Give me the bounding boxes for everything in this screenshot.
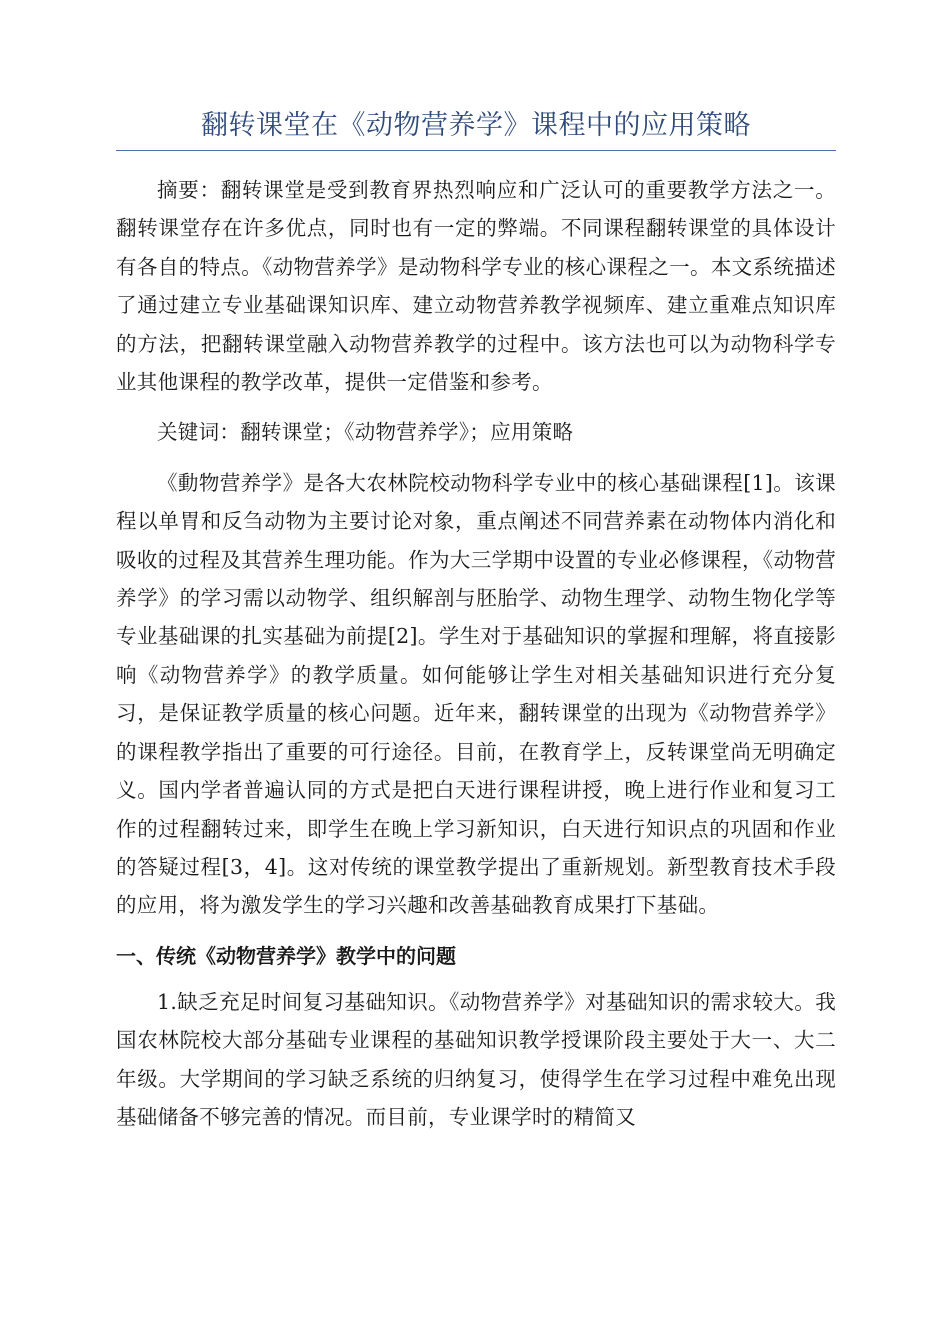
document-page <box>116 108 836 1148</box>
section-heading: 一、传统《动物营养学》教学中的问题 <box>116 943 456 968</box>
abstract-paragraph: 摘要：翻转课堂是受到教育界热烈响应和广泛认可的重要教学方法之一。翻转课堂存在许多优点，同时也有一定的弊端。不同课程翻转课堂的具体设计有各自的特点。《动物营养学》是动物科学专业的核心课程之一。本文系统描述了通过建立专业基础课知识库、建立动物营养教学视频库、建立重难点知识库的方法，把翻转课堂融入动物营养教学的过程中。该方法也可以为动物科学专业其他课程的教学改革，提供一定借鉴和参考。 <box>116 178 836 395</box>
keywords-paragraph: 关键词：翻转课堂；《动物营养学》；应用策略 <box>157 420 574 445</box>
intro-paragraph: 《動物营养学》是各大农林院校动物科学专业中的核心基础课程[1]。该课程以单胃和反刍动物为主要讨论对象，重点阐述不同营养素在动物体内消化和吸收的过程及其营养生理功能。作为大三学期中设置的专业必修课程，《动物营养学》的学习需以动物学、组织解剖与胚胎学、动物生理学、动物生物化学等专业基础课的扎实基础为前提[2]。学生对于基础知识的掌握和理解，将直接影响《动物营养学》的教学质量。如何能够让学生对相关基础知识进行充分复习，是保证教学质量的核心问题。近年来，翻转课堂的出现为《动物营养学》的课程教学指出了重要的可行途径。目前，在教育学上，反转课堂尚无明确定义。国内学者普遍认同的方式是把白天进行课程讲授，晚上进行作业和复习工作的过程翻转过来，即学生在晚上学习新知识，白天进行知识点的巩固和作业的答疑过程[3，4]。这对传统的课堂教学提出了重新规划。新型教育技术手段的应用，将为激发学生的学习兴趣和改善基础教育成果打下基础。 <box>116 470 836 918</box>
document-title: 翻转课堂在《动物营养学》课程中的应用策略 <box>116 108 836 151</box>
section-paragraph: 1.缺乏充足时间复习基础知识。《动物营养学》对基础知识的需求较大。我国农林院校大部分基础专业课程的基础知识教学授课阶段主要处于大一、大二年级。大学期间的学习缺乏系统的归纳复习，使得学生在学习过程中难免出现基础储备不够完善的情况。而目前，专业课学时的精简又 <box>116 989 836 1129</box>
